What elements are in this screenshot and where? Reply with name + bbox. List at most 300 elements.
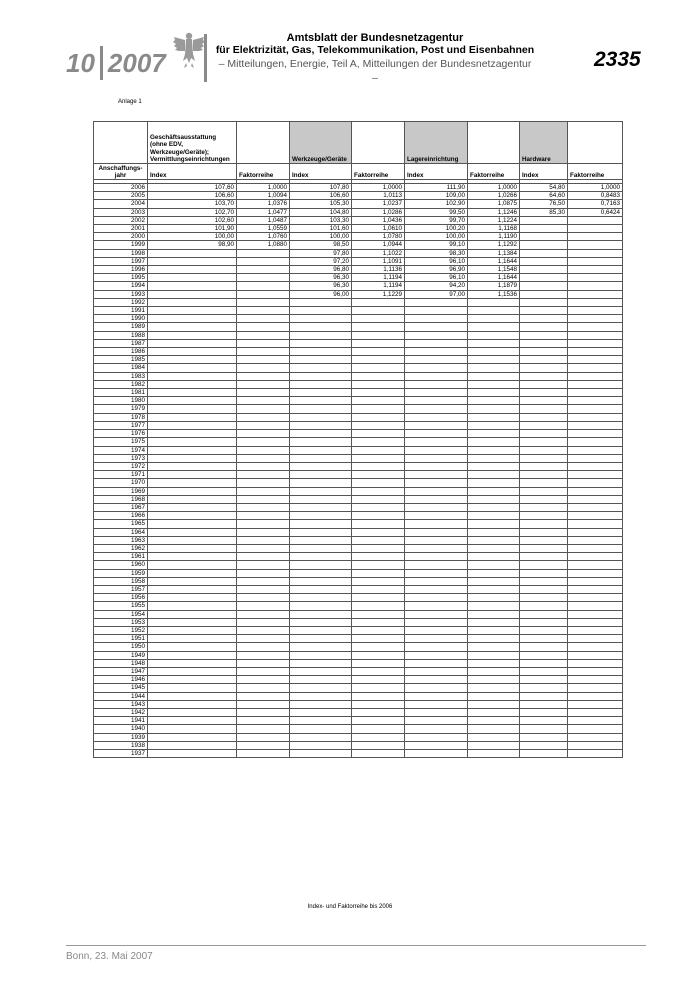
value-cell (520, 610, 568, 618)
value-cell: 1,0760 (237, 233, 290, 241)
value-cell (237, 380, 290, 388)
table-footnote: Index- und Faktorreihe bis 2006 (307, 904, 393, 910)
page-number: 2335 (594, 48, 641, 71)
value-cell (290, 438, 352, 446)
value-cell: 101,90 (148, 225, 237, 233)
group-header-cell (352, 122, 405, 164)
issue-divider (100, 46, 103, 80)
value-cell (468, 405, 520, 413)
publication-title-line2: für Elektrizität, Gas, Telekommunikation, Post und Eisenbahnen (215, 44, 535, 56)
value-cell: 1,1644 (468, 257, 520, 265)
value-cell (568, 684, 623, 692)
value-cell (568, 438, 623, 446)
value-cell (148, 487, 237, 495)
value-cell (237, 454, 290, 462)
value-cell: 97,20 (290, 257, 352, 265)
value-cell (468, 298, 520, 306)
value-cell (520, 626, 568, 634)
table-row (94, 307, 623, 315)
value-cell: 98,50 (290, 241, 352, 249)
year-cell: 2004 (94, 200, 148, 208)
value-cell (148, 471, 237, 479)
value-cell (237, 389, 290, 397)
column-header-cell: Faktorreihe (352, 164, 405, 180)
value-cell (405, 421, 468, 429)
value-cell (520, 233, 568, 241)
value-cell (290, 536, 352, 544)
value-cell (468, 372, 520, 380)
value-cell: 102,60 (148, 216, 237, 224)
group-header-row (94, 122, 623, 164)
value-cell (568, 528, 623, 536)
value-cell (405, 651, 468, 659)
value-cell (290, 413, 352, 421)
table-row (94, 298, 623, 306)
value-cell (520, 471, 568, 479)
value-cell: 1,0000 (237, 184, 290, 192)
value-cell (148, 446, 237, 454)
year-cell: 1995 (94, 274, 148, 282)
value-cell (520, 446, 568, 454)
value-cell (352, 421, 405, 429)
value-cell (290, 676, 352, 684)
value-cell (352, 479, 405, 487)
value-cell (352, 536, 405, 544)
value-cell (405, 405, 468, 413)
value-cell (290, 356, 352, 364)
value-cell (148, 257, 237, 265)
value-cell (352, 635, 405, 643)
value-cell (568, 249, 623, 257)
year-cell: 1994 (94, 282, 148, 290)
value-cell (520, 389, 568, 397)
year-cell: 1991 (94, 307, 148, 315)
value-cell (148, 397, 237, 405)
value-cell (568, 635, 623, 643)
value-cell (148, 364, 237, 372)
value-cell (405, 544, 468, 552)
table-row (94, 610, 623, 618)
value-cell (237, 257, 290, 265)
year-cell: 1938 (94, 741, 148, 749)
issue-number-value: 10 (66, 47, 95, 78)
year-cell: 1975 (94, 438, 148, 446)
column-header-cell: Index (148, 164, 237, 180)
value-cell (520, 487, 568, 495)
value-cell (148, 405, 237, 413)
table-row (94, 356, 623, 364)
value-cell (148, 495, 237, 503)
value-cell (468, 421, 520, 429)
value-cell (148, 389, 237, 397)
value-cell: 1,1224 (468, 216, 520, 224)
value-cell (405, 667, 468, 675)
value-cell (237, 651, 290, 659)
table-row (94, 323, 623, 331)
value-cell (468, 585, 520, 593)
year-cell: 1945 (94, 684, 148, 692)
value-cell (405, 372, 468, 380)
value-cell (568, 602, 623, 610)
value-cell (568, 446, 623, 454)
value-cell (148, 618, 237, 626)
table-row (94, 626, 623, 634)
value-cell (468, 331, 520, 339)
value-cell: 1,0237 (352, 200, 405, 208)
value-cell (568, 610, 623, 618)
year-cell: 1956 (94, 594, 148, 602)
value-cell: 0,6424 (568, 208, 623, 216)
value-cell (405, 348, 468, 356)
table-row (94, 471, 623, 479)
year-cell: 1999 (94, 241, 148, 249)
year-cell: 1984 (94, 364, 148, 372)
year-cell: 1972 (94, 462, 148, 470)
value-cell (148, 602, 237, 610)
value-cell (148, 266, 237, 274)
value-cell (290, 446, 352, 454)
value-cell: 1,1194 (352, 282, 405, 290)
value-cell (468, 323, 520, 331)
value-cell (352, 692, 405, 700)
year-cell: 1976 (94, 430, 148, 438)
value-cell (520, 512, 568, 520)
value-cell (290, 725, 352, 733)
value-cell (568, 544, 623, 552)
value-cell (148, 348, 237, 356)
value-cell (352, 307, 405, 315)
value-cell (148, 249, 237, 257)
value-cell (520, 282, 568, 290)
year-cell: 1981 (94, 389, 148, 397)
value-cell: 100,00 (148, 233, 237, 241)
value-cell (148, 733, 237, 741)
year-cell: 1990 (94, 315, 148, 323)
table-row (94, 208, 623, 216)
year-cell: 1963 (94, 536, 148, 544)
table-row (94, 553, 623, 561)
table-row (94, 561, 623, 569)
value-cell: 109,00 (405, 192, 468, 200)
value-cell: 1,0875 (468, 200, 520, 208)
value-cell (148, 380, 237, 388)
value-cell (520, 741, 568, 749)
value-cell (290, 307, 352, 315)
value-cell (290, 651, 352, 659)
value-cell (148, 479, 237, 487)
value-cell (520, 503, 568, 511)
value-cell (237, 643, 290, 651)
value-cell (468, 544, 520, 552)
group-header-cell (237, 122, 290, 164)
value-cell (352, 512, 405, 520)
value-cell: 1,0436 (352, 216, 405, 224)
value-cell (468, 397, 520, 405)
value-cell (568, 323, 623, 331)
table-row (94, 192, 623, 200)
value-cell (405, 717, 468, 725)
value-cell (568, 356, 623, 364)
value-cell (290, 487, 352, 495)
table-row (94, 520, 623, 528)
value-cell (568, 364, 623, 372)
table-row (94, 503, 623, 511)
value-cell (568, 495, 623, 503)
value-cell (468, 569, 520, 577)
value-cell: 98,30 (405, 249, 468, 257)
value-cell (290, 454, 352, 462)
value-cell (237, 323, 290, 331)
table-row (94, 266, 623, 274)
value-cell (237, 561, 290, 569)
value-cell (568, 750, 623, 758)
value-cell (568, 651, 623, 659)
table-row (94, 487, 623, 495)
value-cell (290, 298, 352, 306)
value-cell (568, 397, 623, 405)
value-cell (148, 298, 237, 306)
table-row (94, 750, 623, 758)
value-cell: 96,10 (405, 257, 468, 265)
year-cell: 1988 (94, 331, 148, 339)
table-row (94, 741, 623, 749)
table-row (94, 700, 623, 708)
value-cell (405, 553, 468, 561)
year-cell: 1989 (94, 323, 148, 331)
value-cell (148, 561, 237, 569)
value-cell (468, 577, 520, 585)
table-row (94, 692, 623, 700)
value-cell (148, 331, 237, 339)
value-cell (568, 594, 623, 602)
value-cell (568, 348, 623, 356)
value-cell (148, 750, 237, 758)
table-row (94, 643, 623, 651)
value-cell (290, 430, 352, 438)
value-cell (352, 750, 405, 758)
value-cell (405, 676, 468, 684)
value-cell (352, 700, 405, 708)
value-cell (568, 667, 623, 675)
group-header-cell: Hardware (520, 122, 568, 164)
value-cell (290, 380, 352, 388)
value-cell (405, 610, 468, 618)
year-cell: 1969 (94, 487, 148, 495)
value-cell (290, 503, 352, 511)
value-cell (352, 405, 405, 413)
value-cell: 1,1168 (468, 225, 520, 233)
value-cell (290, 331, 352, 339)
table-row (94, 602, 623, 610)
value-cell (237, 577, 290, 585)
table-row (94, 667, 623, 675)
value-cell (468, 618, 520, 626)
value-cell: 1,1022 (352, 249, 405, 257)
table-row (94, 676, 623, 684)
table-row (94, 495, 623, 503)
table-row (94, 536, 623, 544)
value-cell (520, 274, 568, 282)
value-cell (352, 618, 405, 626)
value-cell (568, 307, 623, 315)
value-cell (352, 413, 405, 421)
value-cell (352, 659, 405, 667)
value-cell (290, 495, 352, 503)
value-cell (352, 454, 405, 462)
value-cell (568, 454, 623, 462)
year-cell: 1986 (94, 348, 148, 356)
value-cell (468, 725, 520, 733)
value-cell (405, 454, 468, 462)
value-cell (468, 487, 520, 495)
year-cell: 1967 (94, 503, 148, 511)
value-cell (568, 266, 623, 274)
value-cell (290, 364, 352, 372)
value-cell (468, 430, 520, 438)
table-row (94, 233, 623, 241)
value-cell (237, 520, 290, 528)
value-cell (237, 750, 290, 758)
value-cell (520, 602, 568, 610)
value-cell (520, 651, 568, 659)
value-cell: 103,30 (290, 216, 352, 224)
value-cell (568, 405, 623, 413)
value-cell (352, 372, 405, 380)
value-cell (148, 626, 237, 634)
value-cell (520, 643, 568, 651)
value-cell (520, 307, 568, 315)
value-cell (520, 577, 568, 585)
value-cell: 97,80 (290, 249, 352, 257)
value-cell (148, 315, 237, 323)
table-row (94, 709, 623, 717)
value-cell (237, 446, 290, 454)
value-cell (405, 684, 468, 692)
value-cell (520, 733, 568, 741)
value-cell (148, 274, 237, 282)
value-cell (405, 495, 468, 503)
table-row (94, 339, 623, 347)
value-cell (148, 462, 237, 470)
value-cell: 105,30 (290, 200, 352, 208)
value-cell (352, 626, 405, 634)
column-header-row (94, 164, 623, 180)
value-cell (405, 479, 468, 487)
value-cell (237, 667, 290, 675)
year-cell: 1941 (94, 717, 148, 725)
value-cell (520, 725, 568, 733)
value-cell (148, 282, 237, 290)
value-cell (468, 471, 520, 479)
value-cell (468, 528, 520, 536)
column-header-cell: Index (290, 164, 352, 180)
year-cell: 1968 (94, 495, 148, 503)
value-cell (237, 413, 290, 421)
value-cell (405, 643, 468, 651)
value-cell (352, 585, 405, 593)
value-cell (405, 331, 468, 339)
value-cell (290, 577, 352, 585)
value-cell (290, 635, 352, 643)
year-cell: 1950 (94, 643, 148, 651)
table-row (94, 274, 623, 282)
value-cell (148, 667, 237, 675)
value-cell (148, 741, 237, 749)
value-cell (352, 356, 405, 364)
value-cell: 1,1229 (352, 290, 405, 298)
value-cell (405, 635, 468, 643)
value-cell (468, 741, 520, 749)
value-cell (520, 315, 568, 323)
value-cell (352, 733, 405, 741)
value-cell (290, 323, 352, 331)
table-row (94, 413, 623, 421)
value-cell: 1,1136 (352, 266, 405, 274)
value-cell (568, 709, 623, 717)
issue-year: 2007 (107, 47, 166, 78)
value-cell (352, 438, 405, 446)
value-cell (290, 479, 352, 487)
value-cell (468, 676, 520, 684)
value-cell: 1,0610 (352, 225, 405, 233)
value-cell (352, 520, 405, 528)
value-cell: 1,1536 (468, 290, 520, 298)
value-cell (352, 684, 405, 692)
value-cell: 1,1879 (468, 282, 520, 290)
year-cell: 1940 (94, 725, 148, 733)
value-cell: 99,10 (405, 241, 468, 249)
column-header-cell: Faktorreihe (237, 164, 290, 180)
value-cell: 1,0000 (568, 184, 623, 192)
value-cell (520, 331, 568, 339)
table-row (94, 372, 623, 380)
value-cell (405, 430, 468, 438)
value-cell (468, 339, 520, 347)
value-cell (290, 471, 352, 479)
value-cell (352, 528, 405, 536)
value-cell (520, 339, 568, 347)
value-cell (568, 520, 623, 528)
value-cell (237, 282, 290, 290)
value-cell: 1,0286 (352, 208, 405, 216)
value-cell (237, 274, 290, 282)
year-cell: 1974 (94, 446, 148, 454)
value-cell (520, 479, 568, 487)
value-cell (520, 462, 568, 470)
value-cell (405, 700, 468, 708)
value-cell: 111,90 (405, 184, 468, 192)
year-cell: 1954 (94, 610, 148, 618)
value-cell (468, 520, 520, 528)
value-cell (290, 684, 352, 692)
value-cell (352, 594, 405, 602)
value-cell (290, 626, 352, 634)
value-cell: 54,80 (520, 184, 568, 192)
year-cell: 1973 (94, 454, 148, 462)
value-cell (568, 421, 623, 429)
value-cell (148, 536, 237, 544)
value-cell (405, 536, 468, 544)
column-header-cell: Faktorreihe (568, 164, 623, 180)
value-cell (237, 741, 290, 749)
value-cell (568, 553, 623, 561)
value-cell (290, 397, 352, 405)
value-cell (568, 372, 623, 380)
value-cell (468, 709, 520, 717)
value-cell (237, 684, 290, 692)
value-cell (520, 323, 568, 331)
value-cell (352, 397, 405, 405)
